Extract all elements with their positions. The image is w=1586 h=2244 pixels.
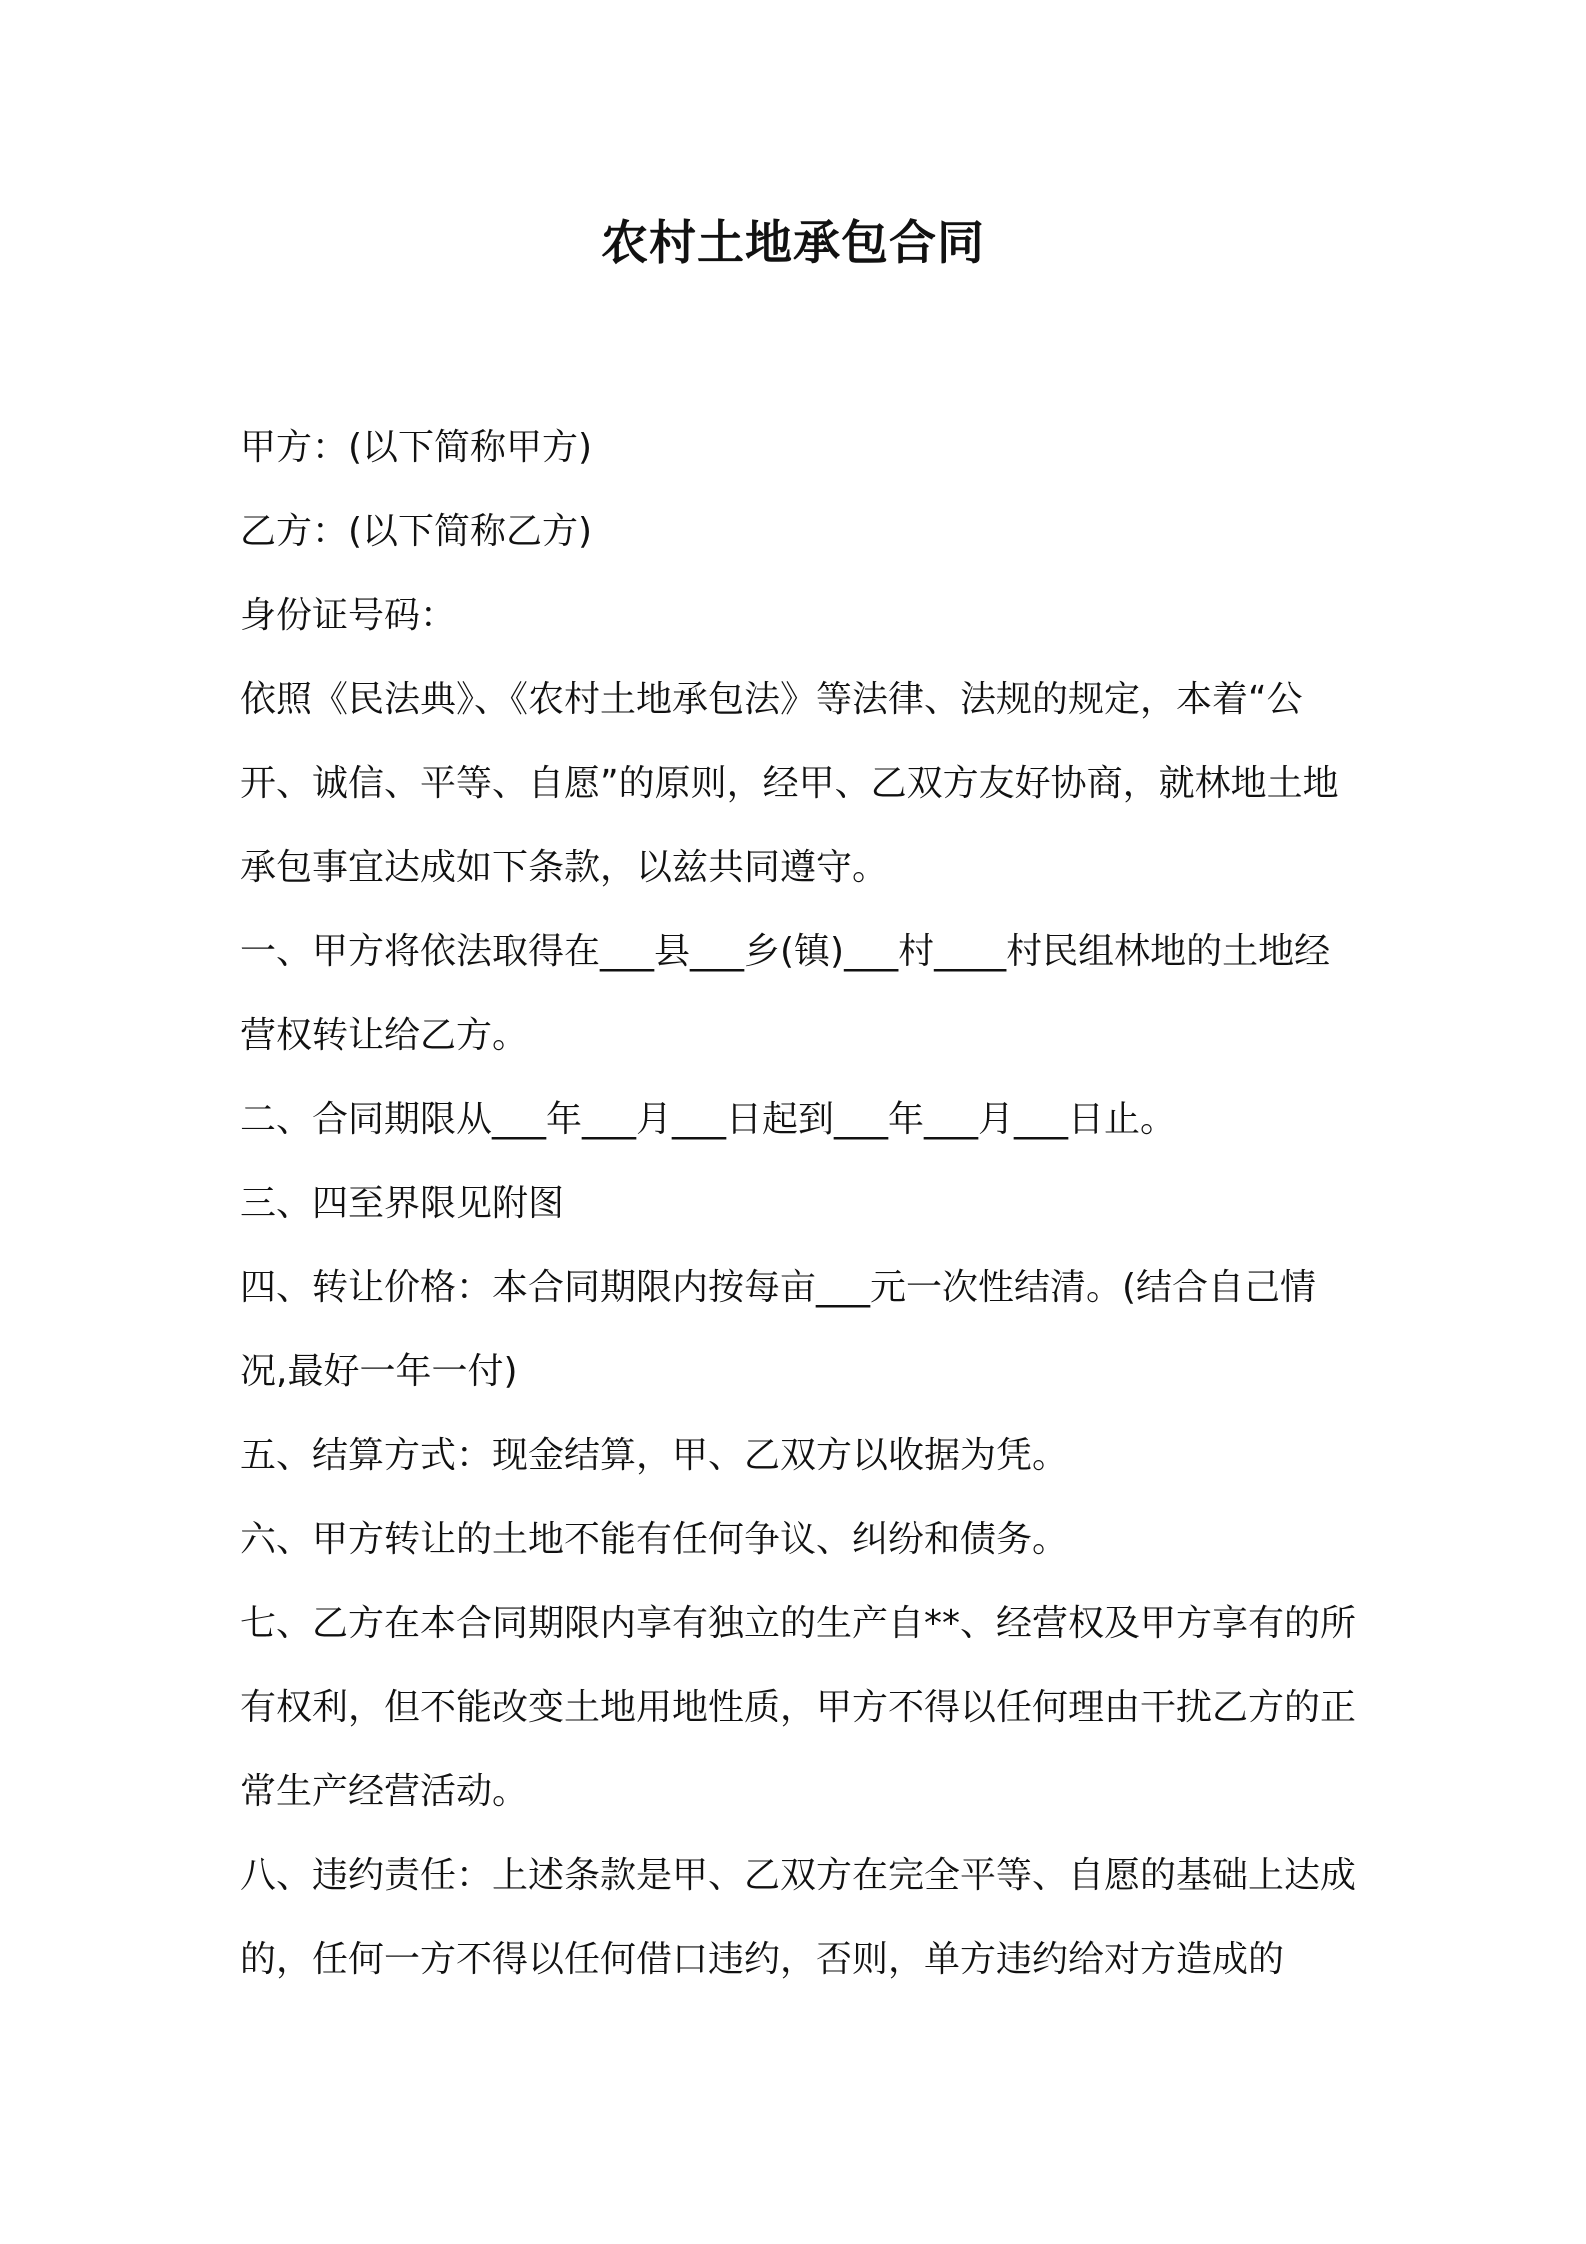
clause-2: 二、合同期限从___年___月___日起到___年___月___日止。: [240, 1099, 1177, 1140]
clause-7: 七、乙方在本合同期限内享有独立的生产自**、经营权及甲方享有的所有权利，但不能改变土地用地性质，甲方不得以任何理由干扰乙方的正常生产经营活动。: [240, 1603, 1357, 1812]
clause-1: 一、甲方将依法取得在___县___乡(镇)___村____村民组林地的土地经营权转让给乙方。: [240, 931, 1331, 1056]
id-number-line: 身份证号码：: [240, 595, 457, 636]
clause-6: 六、甲方转让的土地不能有任何争议、纠纷和债务。: [240, 1519, 1069, 1560]
clause-8: 八、违约责任：上述条款是甲、乙双方在完全平等、自愿的基础上达成的，任何一方不得以任何借口违约，否则，单方违约给对方造成的: [240, 1855, 1357, 1980]
document-title: 农村土地承包合同: [601, 216, 985, 271]
document-body: [240, 406, 1360, 2002]
preamble-paragraph: 依照《民法典》、《农村土地承包法》等法律、法规的规定，本着“公开、诚信、平等、自愿”的原则，经甲、乙双方友好协商，就林地土地承包事宜达成如下条款，以兹共同遵守。: [240, 679, 1339, 888]
party-b-line: 乙方：(以下简称乙方): [240, 511, 593, 552]
clause-4: 四、转让价格：本合同期限内按每亩___元一次性结清。(结合自己情况,最好一年一付): [240, 1267, 1317, 1392]
party-a-line: 甲方：(以下简称甲方): [240, 427, 593, 468]
clause-5: 五、结算方式：现金结算，甲、乙双方以收据为凭。: [240, 1435, 1069, 1476]
clause-3: 三、四至界限见附图: [240, 1183, 565, 1224]
